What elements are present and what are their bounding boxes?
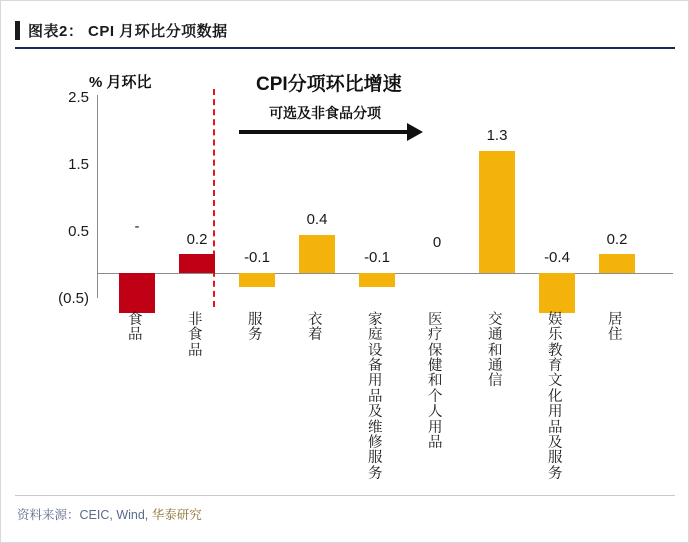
bar-nonfood bbox=[179, 254, 215, 273]
source-firm: 华泰研究 bbox=[151, 508, 202, 522]
category-label: 非食品 bbox=[188, 312, 203, 359]
figure-header bbox=[15, 15, 675, 45]
bar-recreation-education bbox=[539, 273, 575, 313]
figure-title: 图表2： CPI 月环比分项数据 bbox=[28, 22, 228, 40]
bar-value-label: -0.1 bbox=[364, 249, 390, 266]
y-tick-label: 0.5 bbox=[68, 223, 89, 240]
bar-value-label: 0 bbox=[432, 234, 442, 251]
category-label: 食品 bbox=[128, 312, 143, 344]
header-accent-bar bbox=[15, 21, 20, 40]
footer-divider bbox=[15, 495, 675, 496]
category-label: 服务 bbox=[248, 312, 263, 344]
bar-value-label: 0.2 bbox=[606, 231, 628, 248]
bar-value-label: 1.3 bbox=[486, 127, 508, 144]
bar-value-label: -0.4 bbox=[544, 249, 570, 266]
bar-housing bbox=[599, 254, 635, 273]
annotation-text: 可选及非食品分项 bbox=[269, 105, 381, 121]
annotation-arrow-icon bbox=[239, 127, 419, 135]
bar-service bbox=[239, 273, 275, 287]
bar-clothing bbox=[299, 235, 335, 273]
bar-value-label: 0.4 bbox=[306, 211, 328, 228]
bar-household bbox=[359, 273, 395, 287]
source-list: CEIC, Wind, bbox=[79, 508, 152, 522]
bar-value-label: - bbox=[134, 218, 140, 235]
category-label: 居住 bbox=[608, 312, 623, 344]
bar-food bbox=[119, 273, 155, 313]
chart-plot-area bbox=[1, 51, 689, 491]
category-label: 家庭设备用品及维修服务 bbox=[368, 312, 383, 482]
chart-title: CPI分项环比增速 bbox=[256, 74, 402, 95]
category-label: 医疗保健和个人用品 bbox=[428, 312, 443, 451]
y-tick-label: (0.5) bbox=[58, 290, 89, 307]
y-axis-line bbox=[97, 95, 98, 298]
food-nonfood-divider bbox=[213, 89, 215, 307]
y-tick-label: 2.5 bbox=[68, 89, 89, 106]
category-label: 娱乐教育文化用品及服务 bbox=[548, 312, 563, 482]
bar-value-label: 0.2 bbox=[186, 231, 208, 248]
bar-transport-comm bbox=[479, 151, 515, 273]
category-label: 衣着 bbox=[308, 312, 323, 344]
axis-unit-label: % 月环比 bbox=[89, 74, 152, 91]
bar-value-label: -0.1 bbox=[244, 249, 270, 266]
source-note bbox=[17, 505, 202, 523]
category-label: 交通和通信 bbox=[488, 312, 503, 390]
y-tick-label: 1.5 bbox=[68, 156, 89, 173]
source-prefix: 资料来源： bbox=[17, 508, 80, 522]
header-divider bbox=[15, 47, 675, 49]
